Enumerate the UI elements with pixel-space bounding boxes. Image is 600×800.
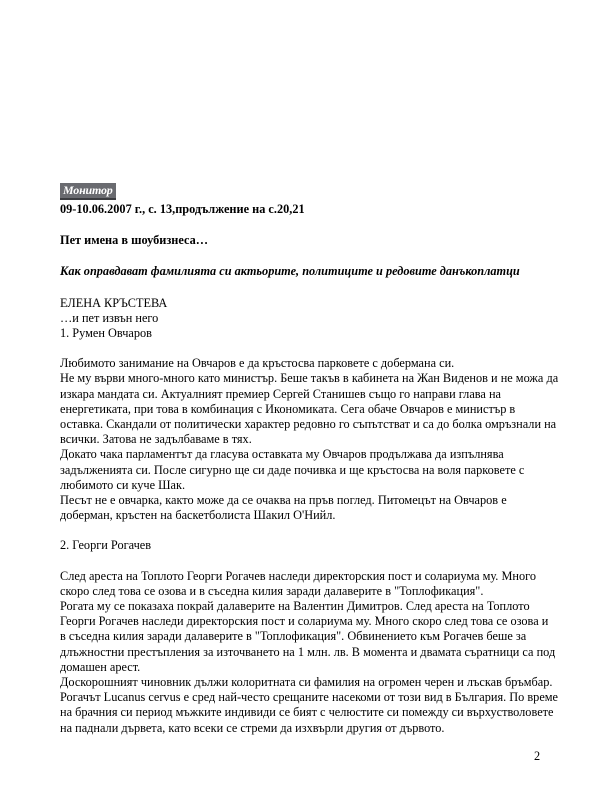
section-2-heading: 2. Георги Рогачев bbox=[60, 538, 152, 553]
date-line: 09-10.06.2007 г., с. 13,продължение на с.20,21 bbox=[60, 202, 305, 216]
body-line: всички. Затова не задълбаваме в тях. bbox=[60, 432, 252, 447]
body-line: задълженията си. После сигурно ще си даде почивка и ще кръстосва на воля парковете с bbox=[60, 462, 525, 477]
headline: Пет имена в шоубизнеса… bbox=[60, 233, 209, 248]
body-line: Любимото занимание на Овчаров е да кръстосва парковете с добермана си. bbox=[60, 356, 455, 371]
body-line: любимото си куче Шак. bbox=[60, 477, 186, 492]
body-line: Доскорошният чиновник дължи колоритната си фамилия на огромен черен и лъскав бръмбар. bbox=[60, 675, 553, 690]
subheadline: Как оправдават фамилията си актьорите, политиците и редовите данъкоплатци bbox=[60, 264, 520, 279]
body-line: енергетиката, при това в комбинация с Икономиката. Сега обаче Овчаров е министър в bbox=[60, 401, 516, 416]
body-line: След ареста на Топлото Георги Рогачев наследи директорския пост и солариума му. Много bbox=[60, 568, 536, 583]
body-line: Рогата му се показаха покрай далаверите на Валентин Димитров. След ареста на Топлото bbox=[60, 599, 530, 614]
body-line: Рогачът Lucanus cervus е сред най-често срещаните насекоми от този вид в България. По време bbox=[60, 690, 559, 705]
author-name: ЕЛЕНА КРЪСТЕВА bbox=[60, 295, 168, 310]
monitor-logo: Монитор bbox=[60, 183, 116, 200]
document-page bbox=[60, 183, 560, 736]
body-line: оставка. Скандали от политически характер редовно го съпътстват и са до болка омръзнали на bbox=[60, 417, 557, 432]
body-line: в съседна килия заради далаверите в "Топлофикация". Обвинението към Рогачев беше за bbox=[60, 629, 527, 644]
body-line: Не му върви много-много като министър. Беше такъв в кабинета на Жан Виденов и не можа да bbox=[60, 371, 559, 386]
source-logo bbox=[60, 183, 560, 200]
tagline: …и пет извън него bbox=[60, 310, 159, 325]
body-line: длъжностни престъпления за източването на 1 млн. лв. В момента и двамата съратници са под bbox=[60, 644, 556, 659]
body-line: Песът не е овчарка, както може да се очаква на пръв поглед. Питомецът на Овчаров е bbox=[60, 493, 507, 508]
body-line: на брачния си период мъжките индивиди се бият с челюстите си помежду си върхустволовете bbox=[60, 705, 554, 720]
body-line: доберман, кръстен на баскетболиста Шакил О'Нийл. bbox=[60, 508, 336, 523]
body-line: на паднали дървета, като всеки се стреми да изхвърли другия от дървото. bbox=[60, 720, 445, 735]
page-number: 2 bbox=[534, 749, 541, 763]
section-1-body bbox=[60, 356, 560, 523]
body-line: Докато чака парламентът да гласува оставката му Овчаров продължава да изпълнява bbox=[60, 447, 504, 462]
section-1-heading: 1. Румен Овчаров bbox=[60, 326, 152, 341]
body-line: изкара мандата си. Актуалният премиер Сергей Станишев също го направи глава на bbox=[60, 386, 501, 401]
body-line: скоро след това се озова и в съседна килия заради далаверите в "Топлофикация". bbox=[60, 583, 484, 598]
body-line: домашен арест. bbox=[60, 659, 141, 674]
section-2-body bbox=[60, 569, 560, 736]
body-line: Георги Рогачев наследи директорския пост и солариума му. Много скоро след това се озова и bbox=[60, 614, 549, 629]
